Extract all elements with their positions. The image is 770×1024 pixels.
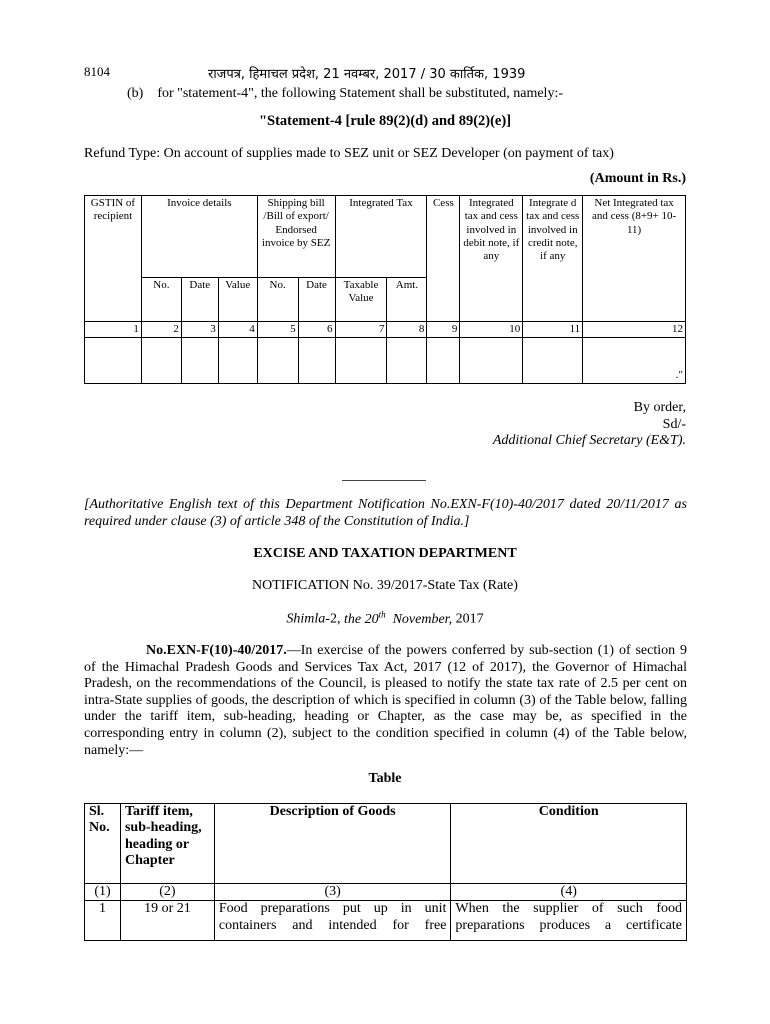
header-credit-note: Integrate d tax and cess involved in credit note, if any — [523, 196, 583, 322]
header-gstin: GSTIN of recipient — [85, 196, 142, 278]
closing-quote: ." — [583, 338, 686, 384]
date-year: 2017 — [452, 611, 484, 627]
empty-cell — [85, 338, 142, 384]
column-number: 4 — [218, 322, 257, 338]
column-number: 10 — [460, 322, 523, 338]
header-net-tax: Net Integrated tax and cess (8+9+ 10-11) — [583, 196, 686, 322]
body-text: —In exercise of the powers conferred by sub-section (1) of section 9 of the Himachal Pradesh Goods and Services Tax Act, 2017 (12 of 2017), the Governor of Himachal Pradesh, on the recommendations of the Council, is pleased to notify the state tax rate of 2.5 per cent on intra-State supplies of goods, the description of which is specified in column (3) of the Table below, falling under the tariff item, sub-heading, heading or Chapter, as the case may be, as specified in the corresponding entry in column (2), subject to the condition specified in column (4) of the Table below, namely:— — [84, 643, 687, 758]
description-line: Food preparations put up in unit — [218, 901, 447, 917]
by-order-text: By order, — [633, 400, 686, 415]
header-integrated-tax: Integrated Tax — [335, 196, 427, 278]
department-heading: EXCISE AND TAXATION DEPARTMENT — [253, 546, 517, 561]
row-sl-no: 1 — [85, 901, 121, 941]
subheader-invoice-value: Value — [218, 278, 257, 322]
subheader-invoice-no: No. — [141, 278, 181, 322]
column-number: (4) — [451, 884, 687, 901]
header-description: Description of Goods — [214, 804, 451, 884]
empty-cell — [298, 338, 335, 384]
empty-cell — [335, 338, 387, 384]
column-number: 11 — [523, 322, 583, 338]
notification-number: NOTIFICATION No. 39/2017-State Tax (Rate) — [252, 578, 518, 593]
column-number: 6 — [298, 322, 335, 338]
empty-cell — [141, 338, 181, 384]
description-line: containers and intended for free — [218, 917, 447, 933]
empty-cell — [257, 338, 298, 384]
condition-line: When the supplier of such food — [455, 901, 682, 917]
empty-cell — [427, 338, 460, 384]
subheader-shipping-no: No. — [257, 278, 298, 322]
empty-cell — [387, 338, 427, 384]
place-date — [0, 609, 770, 628]
row-description — [214, 901, 451, 941]
empty-cell — [181, 338, 218, 384]
column-number: 3 — [181, 322, 218, 338]
empty-cell — [218, 338, 257, 384]
header-tariff: Tariff item, sub-heading, heading or Chapter — [120, 804, 214, 884]
amount-note: (Amount in Rs.) — [589, 171, 686, 186]
date-rest: November, — [385, 611, 453, 627]
notification-body — [84, 643, 687, 759]
row-condition — [451, 901, 687, 941]
empty-cell — [460, 338, 523, 384]
header-condition: Condition — [451, 804, 687, 884]
separator-line — [342, 480, 426, 481]
gazette-header: राजपत्र, हिमाचल प्रदेश, 21 नवम्बर, 2017 / 30 कार्तिक, 1939 — [208, 67, 526, 82]
page-number: 8104 — [84, 64, 110, 79]
sd-text: Sd/- — [662, 416, 686, 432]
refund-type: Refund Type: On account of supplies made to SEZ unit or SEZ Developer (on payment of tax) — [84, 146, 614, 161]
place-suffix: -2, — [325, 611, 344, 627]
reference-number: No.EXN-F(10)-40/2017. — [146, 643, 287, 658]
place-name: Shimla — [286, 611, 326, 627]
date-day — [343, 609, 453, 627]
column-number: 5 — [257, 322, 298, 338]
subheader-amount: Amt. — [387, 278, 427, 322]
column-number: 1 — [85, 322, 142, 338]
table-title: Table — [368, 771, 402, 786]
header-invoice: Invoice details — [141, 196, 257, 278]
substitution-clause: (b) for "statement-4", the following Statement shall be substituted, namely:- — [127, 86, 564, 101]
statement-title: "Statement-4 [rule 89(2)(d) and 89(2)(e)] — [258, 113, 512, 129]
column-number: 9 — [427, 322, 460, 338]
header-sl-no: Sl. No. — [85, 804, 121, 884]
header-cess: Cess — [427, 196, 460, 322]
column-number: 2 — [141, 322, 181, 338]
subheader-invoice-date: Date — [181, 278, 218, 322]
column-number: (2) — [120, 884, 214, 901]
date-sup: th — [378, 609, 386, 619]
column-number: (3) — [214, 884, 451, 901]
empty-cell — [523, 338, 583, 384]
signature-block — [386, 400, 686, 450]
column-number: 12 — [583, 322, 686, 338]
column-number: (1) — [85, 884, 121, 901]
header-gstin-blank — [85, 278, 142, 322]
header-debit-note: Integrated tax and cess involved in debit note, if any — [460, 196, 523, 322]
column-number: 8 — [387, 322, 427, 338]
goods-table — [84, 803, 687, 941]
condition-line: preparations produces a certificate — [455, 917, 682, 933]
designation: Additional Chief Secretary (E&T). — [492, 433, 686, 448]
subheader-taxable-value: Taxable Value — [335, 278, 387, 322]
subheader-shipping-date: Date — [298, 278, 335, 322]
row-tariff: 19 or 21 — [120, 901, 214, 941]
date-prefix: the 20 — [343, 611, 379, 627]
statement-4-table — [84, 195, 686, 384]
column-number: 7 — [335, 322, 387, 338]
authoritative-text-note: [Authoritative English text of this Department Notification No.EXN-F(10)-40/2017 dated 20/11/2017 as required under clause (3) of article 348 of the Constitution of India.] — [84, 497, 687, 529]
header-shipping: Shipping bill /Bill of export/ Endorsed invoice by SEZ — [257, 196, 335, 278]
